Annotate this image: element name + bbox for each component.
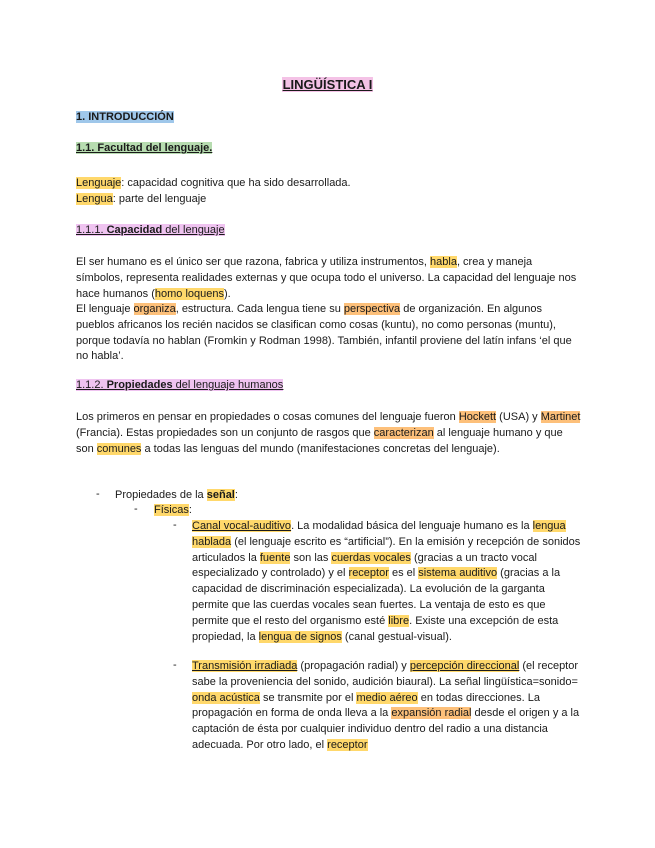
document-title: LINGÜÍSTICA I	[282, 77, 373, 92]
list-item-propiedades-senal: Propiedades de la señal:	[115, 489, 238, 501]
subsection-heading-facultad: 1.1. Facultad del lenguaje.	[76, 142, 213, 154]
subsubsection-heading-propiedades: 1.1.2. Propiedades del lenguaje humanos	[76, 379, 284, 391]
paragraph-ser-humano: El ser humano es el único ser que razona, fabrica y utiliza instrumentos, habla, crea y maneja símbolos, representa realidades externas y que ocupa todo el universo. La capacidad del lenguaje nos hace humanos (homo loquens).	[76, 256, 577, 300]
paragraph-organiza: El lenguaje organiza, estructura. Cada lengua tiene su perspectiva de organización. En algunos pueblos africanos los recién nacidos se clasifican como cosas (kuntu), no como personas (muntu), porque todavía no hablan (Fromkin y Rodman 1998). También, infantil proviene del latín infans ‘el que no habla’.	[76, 303, 572, 363]
list-dash-level3-b: -	[173, 659, 177, 671]
list-item-fisicas: Físicas:	[154, 504, 192, 516]
list-dash-level2: -	[134, 503, 138, 515]
definition-lengua: Lengua: parte del lenguaje	[76, 193, 207, 205]
paragraph-hockett-martinet: Los primeros en pensar en propiedades o cosas comunes del lenguaje fueron Hockett (USA) y Martinet (Francia). Estas propiedades son un conjunto de rasgos que caracterizan al lenguaje humano y que son comunes a todas las lenguas del mundo (manifestaciones concretas del lenguaje).	[76, 411, 581, 455]
subsubsection-heading-capacidad: 1.1.1. Capacidad del lenguaje	[76, 224, 225, 236]
definition-lenguaje: Lenguaje: capacidad cognitiva que ha sido desarrollada.	[76, 177, 351, 189]
list-dash-level1: -	[96, 488, 100, 500]
list-dash-level3-a: -	[173, 519, 177, 531]
list-item-canal-vocal-auditivo: Canal vocal-auditivo. La modalidad básica del lenguaje humano es la lengua hablada (el lenguaje escrito es “artificial”). En la emisión y recepción de sonidos articulados la fuente son las cuerdas vocales (gracias a un tracto vocal especializado y controlado) y el receptor es el sistema auditivo (gracias a la capacidad de discriminación especializada). La evolución de la garganta permite que las cuerdas vocales sean fuertes. La ventaja de esto es que permite que el resto del organismo esté libre. Existe una excepción de esta propiedad, la lengua de signos (canal gestual-visual).	[192, 520, 581, 643]
list-item-transmision-irradiada: Transmisión irradiada (propagación radial) y percepción direccional (el receptor sabe la proveniencia del sonido, audición biaural). La señal lingüística=sonido= onda acústica se transmite por el medio aéreo en todas direcciones. La propagación en forma de onda lleva a la expansión radial desde el origen y a la captación de ésta por cualquier individuo dentro del radio a una distancia adecuada. Por otro lado, el receptor	[192, 660, 580, 751]
section-heading-introduccion: 1. INTRODUCCIÓN	[76, 111, 174, 123]
